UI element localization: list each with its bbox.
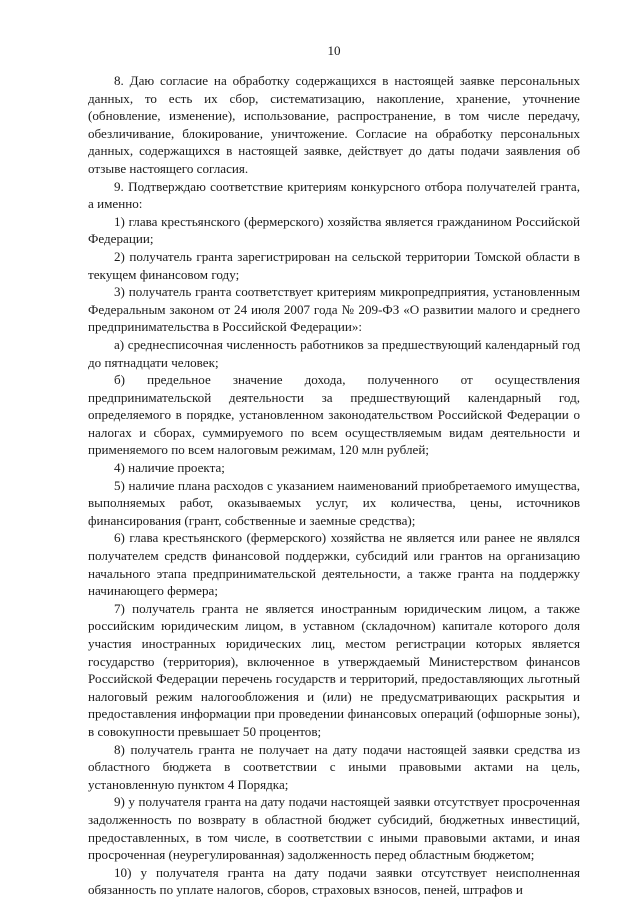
criterion-7: 7) получатель гранта не является иностранным юридическим лицом, а также российским юридическим лицом, в уставном (складочном) капитале которого доля участия иностранных юридических лиц, местом регистрации которых является государство (территория), включенное в утверждаемый Министерством финансов Российской Федерации перечень государств и территорий, предоставляющих льготный налоговый режим налогообложения и (или) не предусматривающих раскрытия и предоставления информации при проведении финансовых операций (офшорные зоны), в совокупности превышает 50 процентов; — [88, 600, 580, 739]
criterion-1: 1) глава крестьянского (фермерского) хозяйства является гражданином Российской Федерации; — [88, 213, 580, 247]
criterion-3: 3) получатель гранта соответствует критериям микропредприятия, установленным Федеральным законом от 24 июля 2007 года № 209-ФЗ «О развитии малого и среднего предпринимательства в Российской Федерации»: — [88, 284, 580, 335]
criterion-3b: б) предельное значение дохода, полученного от осуществления предпринимательской деятельности за предшествующий календарный год, определяемого в порядке, установленном законодательством Российской Федерации о налогах и сборах, суммируемого по всем осуществляемым видам деятельности и применяемого по всем налоговым режимам, 120 млн рублей; — [88, 372, 580, 458]
criterion-2: 2) получатель гранта зарегистрирован на сельской территории Томской области в текущем финансовом году; — [88, 248, 580, 282]
criterion-6: 6) глава крестьянского (фермерского) хозяйства не является или ранее не являлся получателем средств финансовой поддержки, субсидий или грантов на организацию начального этапа предпринимательской деятельности, а также гранта на поддержку начинающего фермера; — [88, 530, 580, 599]
criterion-5: 5) наличие плана расходов с указанием наименований приобретаемого имущества, выполняемых работ, оказываемых услуг, их количества, цены, источников финансирования (грант, собственные и заемные средства); — [88, 477, 580, 528]
criterion-8: 8) получатель гранта не получает на дату подачи настоящей заявки средства из областного бюджета в соответствии с иными правовыми актами на цель, установленную пунктом 4 Порядка; — [88, 741, 580, 792]
paragraph-criteria-intro: 9. Подтверждаю соответствие критериям конкурсного отбора получателей гранта, а именно: — [88, 178, 580, 212]
document-body — [88, 72, 580, 899]
criterion-9: 9) у получателя гранта на дату подачи настоящей заявки отсутствует просроченная задолженность по возврату в областной бюджет субсидий, бюджетных инвестиций, предоставленных, в том числе, в соответствии с иными правовыми актами, и иная просроченная (неурегулированная) задолженность перед областным бюджетом; — [88, 794, 580, 863]
page-number: 10 — [327, 43, 341, 58]
criterion-10: 10) у получателя гранта на дату подачи заявки отсутствует неисполненная обязанность по уплате налогов, сборов, страховых взносов, пеней, штрафов и — [88, 864, 580, 898]
criterion-4: 4) наличие проекта; — [114, 460, 225, 476]
paragraph-consent: 8. Даю согласие на обработку содержащихся в настоящей заявке персональных данных, то есть их сбор, систематизацию, накопление, хранение, уточнение (обновление, изменение), использование, распространение, в том числе передачу, обезличивание, блокирование, уничтожение. Согласие на обработку персональных данных, содержащихся в настоящей заявке, действует до даты подачи заявления об отзыве настоящего согласия. — [88, 73, 580, 176]
criterion-3a: а) среднесписочная численность работников за предшествующий календарный год до пятнадцати человек; — [88, 336, 580, 370]
